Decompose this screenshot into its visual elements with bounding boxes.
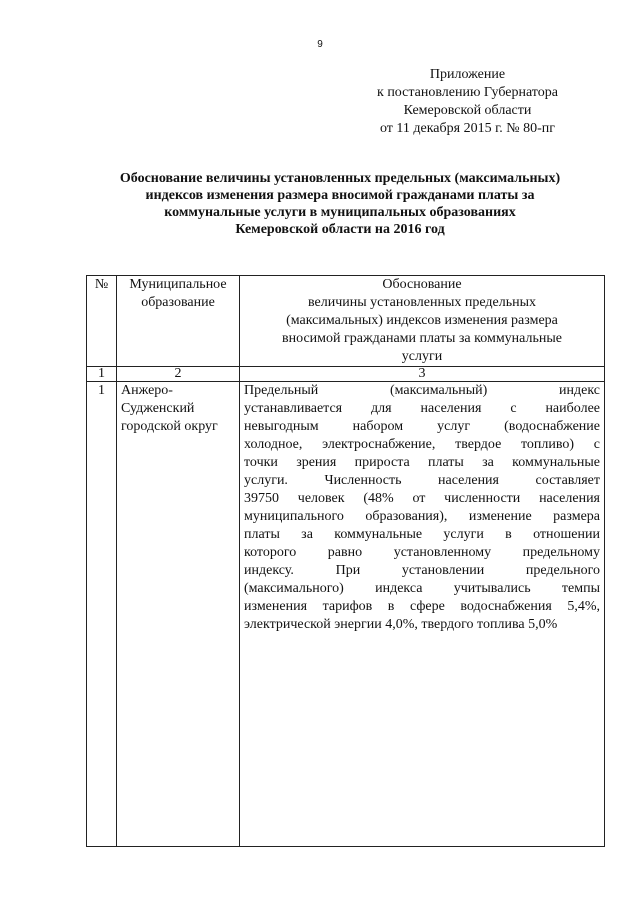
appendix-line: Приложение [429,67,506,82]
justification-table [86,275,605,847]
justification-line: (максимального) индекса учитывались темпы [244,581,600,596]
column-number: 3 [240,367,605,382]
justification-line: изменения тарифов в сфере водоснабжения 5,4%, [244,599,600,614]
justification-line: муниципального образования), изменение размера [244,509,600,524]
justification-line: Предельный (максимальный) индекс [244,383,600,398]
title-line: Обоснование величины установленных предельных (максимальных) [119,171,561,186]
table-header-row [87,276,605,367]
page-number: 9 [317,39,323,50]
column-numbers-row [87,367,605,382]
table-row [87,382,605,847]
justification-line: индексу. При установлении предельного [244,563,600,578]
justification-line: устанавливается для населения с наиболее [244,401,600,416]
justification-line: невыгодным набором услуг (водоснабжение [244,419,600,434]
appendix-line: к постановлению Губернатора [377,85,558,100]
title-line: индексов изменения размера вносимой гражданами платы за [145,188,535,203]
title-line: Кемеровской области на 2016 год [235,222,445,237]
justification-line: холодное, электроснабжение, твердое топливо) с [244,437,600,452]
row-justification [240,382,605,847]
justification-line: которого равно установленному предельному [244,545,600,560]
title-line: коммунальные услуги в муниципальных образованиях [164,205,516,220]
document-title [70,170,610,238]
row-municipality: Анжеро- Судженский городской округ [117,382,240,847]
justification-line: точки зрения прироста платы за коммунальные [244,455,600,470]
justification-line: услуги. Численность населения составляет [244,473,600,488]
header-municipality: Муниципальное образование [117,276,240,367]
column-number: 2 [117,367,240,382]
justification-line: платы за коммунальные услуги в отношении [244,527,600,542]
row-number: 1 [87,382,117,847]
column-number: 1 [87,367,117,382]
appendix-line: от 11 декабря 2015 г. № 80-пг [379,121,556,136]
header-number: № [87,276,117,367]
justification-line: электрической энергии 4,0%, твердого топлива 5,0% [244,617,558,632]
appendix-line: Кемеровской области [403,103,532,118]
appendix-block [340,66,595,138]
justification-line: 39750 человек (48% от численности населения [244,491,600,506]
header-justification: Обоснование величины установленных предельных (максимальных) индексов изменения размера вносимой гражданами платы за коммунальные услуги [240,276,605,367]
